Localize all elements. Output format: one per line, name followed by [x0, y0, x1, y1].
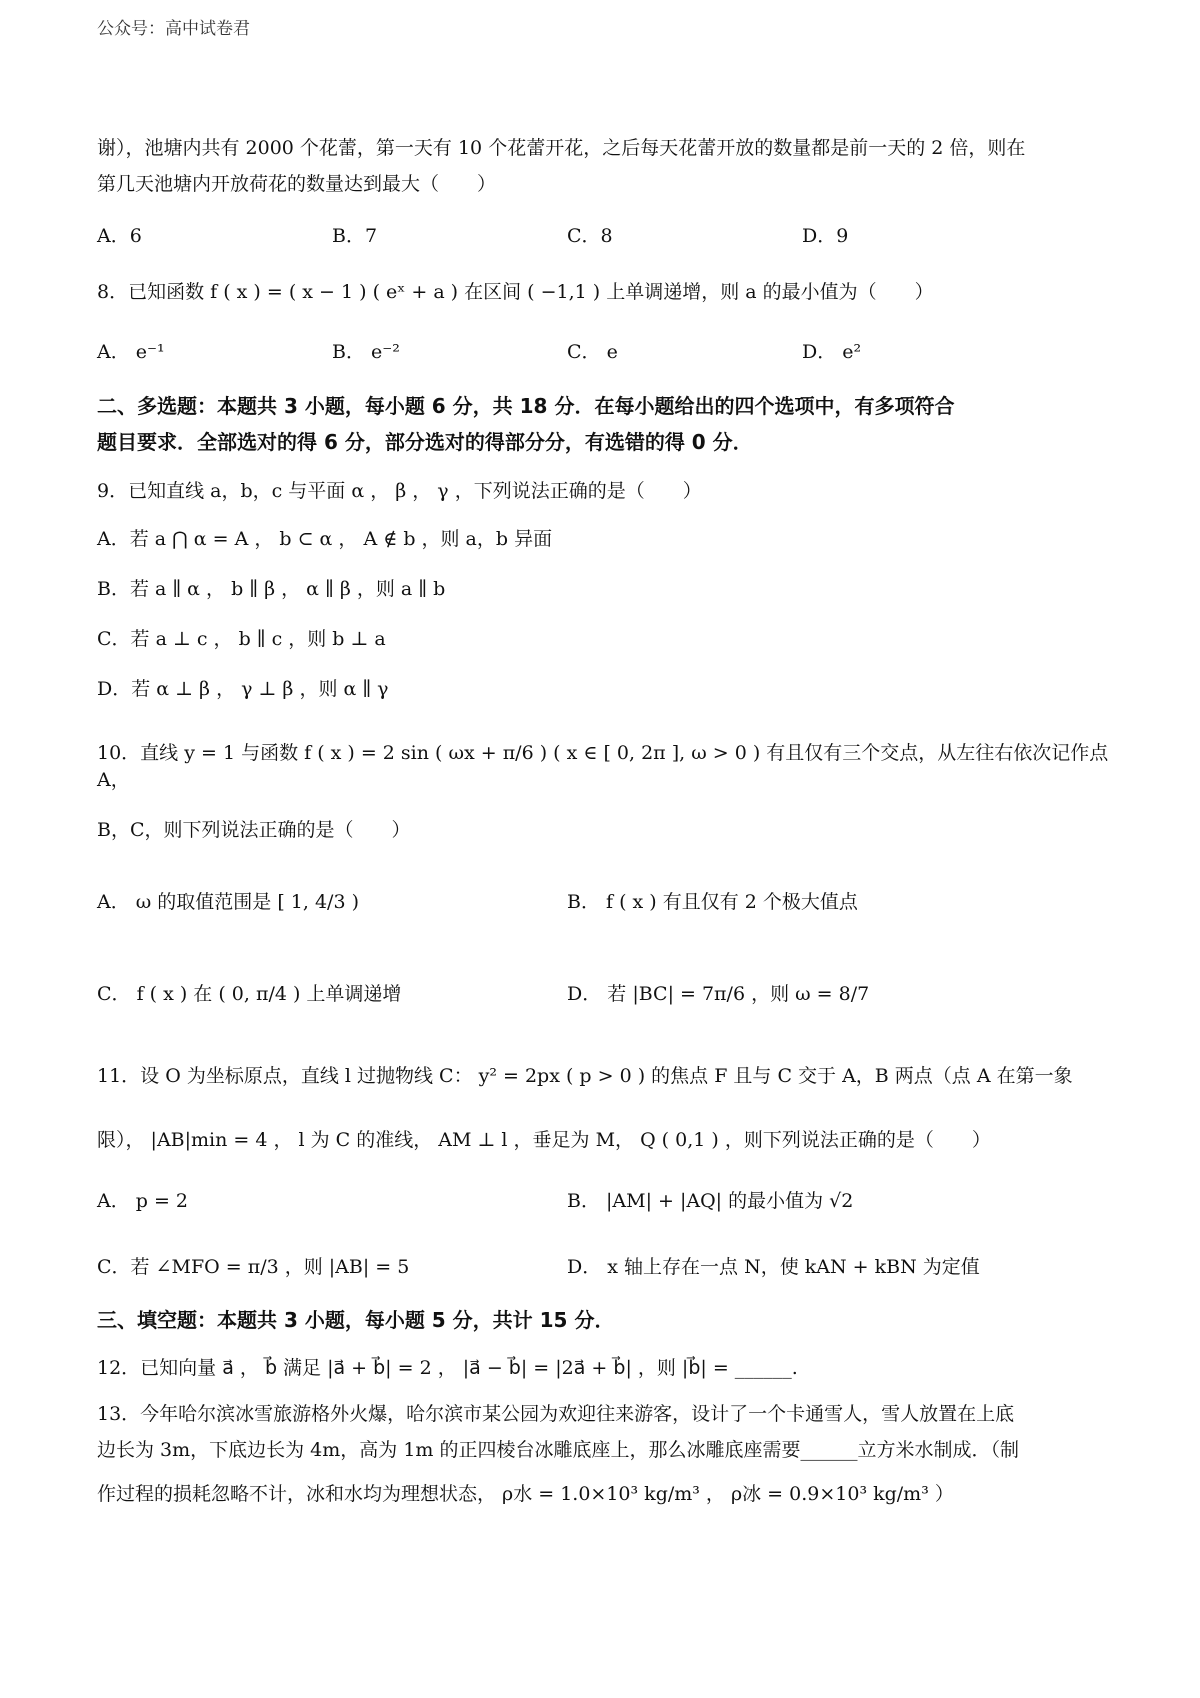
question-7-option-a: A．6 [97, 224, 142, 247]
question-9-option-a: A．若 a ⋂ α = A ， b ⊂ α ， A ∉ b ，则 a，b 异面 [97, 528, 553, 550]
question-11-options-row-1 [97, 1170, 1112, 1228]
question-7-line-2: 第几天池塘内开放荷花的数量达到最大（ ） [97, 173, 497, 195]
question-11-line-1: 11．设 O 为坐标原点，直线 l 过抛物线 C： y² = 2px ( p > 0 ) 的焦点 F 且与 C 交于 A，B 两点（点 A 在第一象 [97, 1064, 1073, 1087]
question-7 [97, 130, 1112, 202]
question-9-option-d: D．若 α ⊥ β ， γ ⊥ β ，则 α ∥ γ [97, 678, 389, 700]
question-8-options [97, 318, 1112, 382]
section-2-heading-line-1: 二、多选题：本题共 3 小题，每小题 6 分，共 18 分．在每小题给出的四个选项中，有多项符合 [97, 394, 955, 418]
question-11-line-2: 限）， |AB|min = 4 ， l 为 C 的准线， AM ⊥ l ，垂足为 M， Q ( 0,1 ) ，则下列说法正确的是（ ） [97, 1128, 991, 1151]
question-10-options-row-1 [97, 858, 1112, 942]
question-9-option-b: B．若 a ∥ α ， b ∥ β ， α ∥ β ，则 a ∥ b [97, 578, 446, 600]
question-11-options-row-2 [97, 1236, 1112, 1294]
question-10-option-b: B． f ( x ) 有且仅有 2 个极大值点 [567, 890, 858, 913]
question-11-option-c: C．若 ∠MFO = π/3 ，则 |AB| = 5 [97, 1255, 410, 1278]
question-7-options [97, 212, 1112, 256]
question-10-option-c: C． f ( x ) 在 ( 0, π/4 ) 上单调递增 [97, 982, 402, 1005]
section-2-heading [97, 388, 1112, 460]
section-3-heading: 三、填空题：本题共 3 小题，每小题 5 分，共计 15 分． [97, 1308, 615, 1332]
question-10-options-row-2 [97, 950, 1112, 1034]
question-9-option-c: C．若 a ⊥ c ， b ∥ c ，则 b ⊥ a [97, 628, 386, 650]
question-8-option-b: B． e⁻² [332, 340, 400, 363]
question-10-option-a: A． ω 的取值范围是 [ 1, 4/3 ) [97, 890, 359, 913]
question-11-option-b: B． |AM| + |AQ| 的最小值为 √2 [567, 1189, 854, 1212]
exam-page [97, 130, 1112, 1530]
question-7-option-d: D．9 [802, 224, 849, 247]
question-8-option-a: A． e⁻¹ [97, 340, 165, 363]
question-8-option-c: C． e [567, 340, 618, 363]
question-8-stem: 8．已知函数 f ( x ) = ( x − 1 ) ( eˣ + a ) 在区间 ( −1,1 ) 上单调递增，则 a 的最小值为（ ） [97, 280, 934, 303]
header-note: 公众号：高中试卷君 [97, 19, 250, 39]
question-7-option-c: C．8 [567, 224, 613, 247]
question-7-option-b: B．7 [332, 224, 378, 247]
question-13-line-1: 13．今年哈尔滨冰雪旅游格外火爆，哈尔滨市某公园为欢迎往来游客，设计了一个卡通雪人，雪人放置在上底 [97, 1403, 1015, 1425]
question-13 [97, 1396, 1112, 1520]
section-2-heading-line-2: 题目要求．全部选对的得 6 分，部分选对的得部分分，有选错的得 0 分． [97, 430, 753, 454]
question-13-line-3: 作过程的损耗忽略不计，冰和水均为理想状态， ρ水 = 1.0×10³ kg/m³ ， ρ冰 = 0.9×10³ kg/m³ ） [97, 1483, 954, 1505]
question-9-stem: 9．已知直线 a，b，c 与平面 α ， β ， γ ，下列说法正确的是（ ） [97, 479, 702, 502]
question-13-line-2: 边长为 3m，下底边长为 4m，高为 1m 的正四棱台冰雕底座上，那么冰雕底座需要______立方米水制成．（制 [97, 1439, 1019, 1461]
question-10-line-2: B，C，则下列说法正确的是（ ） [97, 818, 411, 841]
question-11-option-a: A． p = 2 [97, 1189, 189, 1212]
question-10-option-d: D． 若 |BC| = 7π/6 ，则 ω = 8/7 [567, 982, 870, 1005]
question-12-stem: 12．已知向量 a⃗ ， b⃗ 满足 |a⃗ + b⃗| = 2 ， |a⃗ − b⃗| = |2a⃗ + b⃗| ，则 |b⃗| = ______. [97, 1356, 798, 1379]
question-10-line-1: 10．直线 y = 1 与函数 f ( x ) = 2 sin ( ωx + π/6 ) ( x ∈ [ 0, 2π ], ω > 0 ) 有且仅有三个交点，从左往右依次记作点 A， [97, 742, 1109, 791]
question-11-option-d: D． x 轴上存在一点 N，使 kAN + kBN 为定值 [567, 1255, 980, 1278]
question-8-option-d: D． e² [802, 340, 862, 363]
question-7-line-1: 谢），池塘内共有 2000 个花蕾，第一天有 10 个花蕾开花，之后每天花蕾开放的数量都是前一天的 2 倍，则在 [97, 137, 1026, 159]
